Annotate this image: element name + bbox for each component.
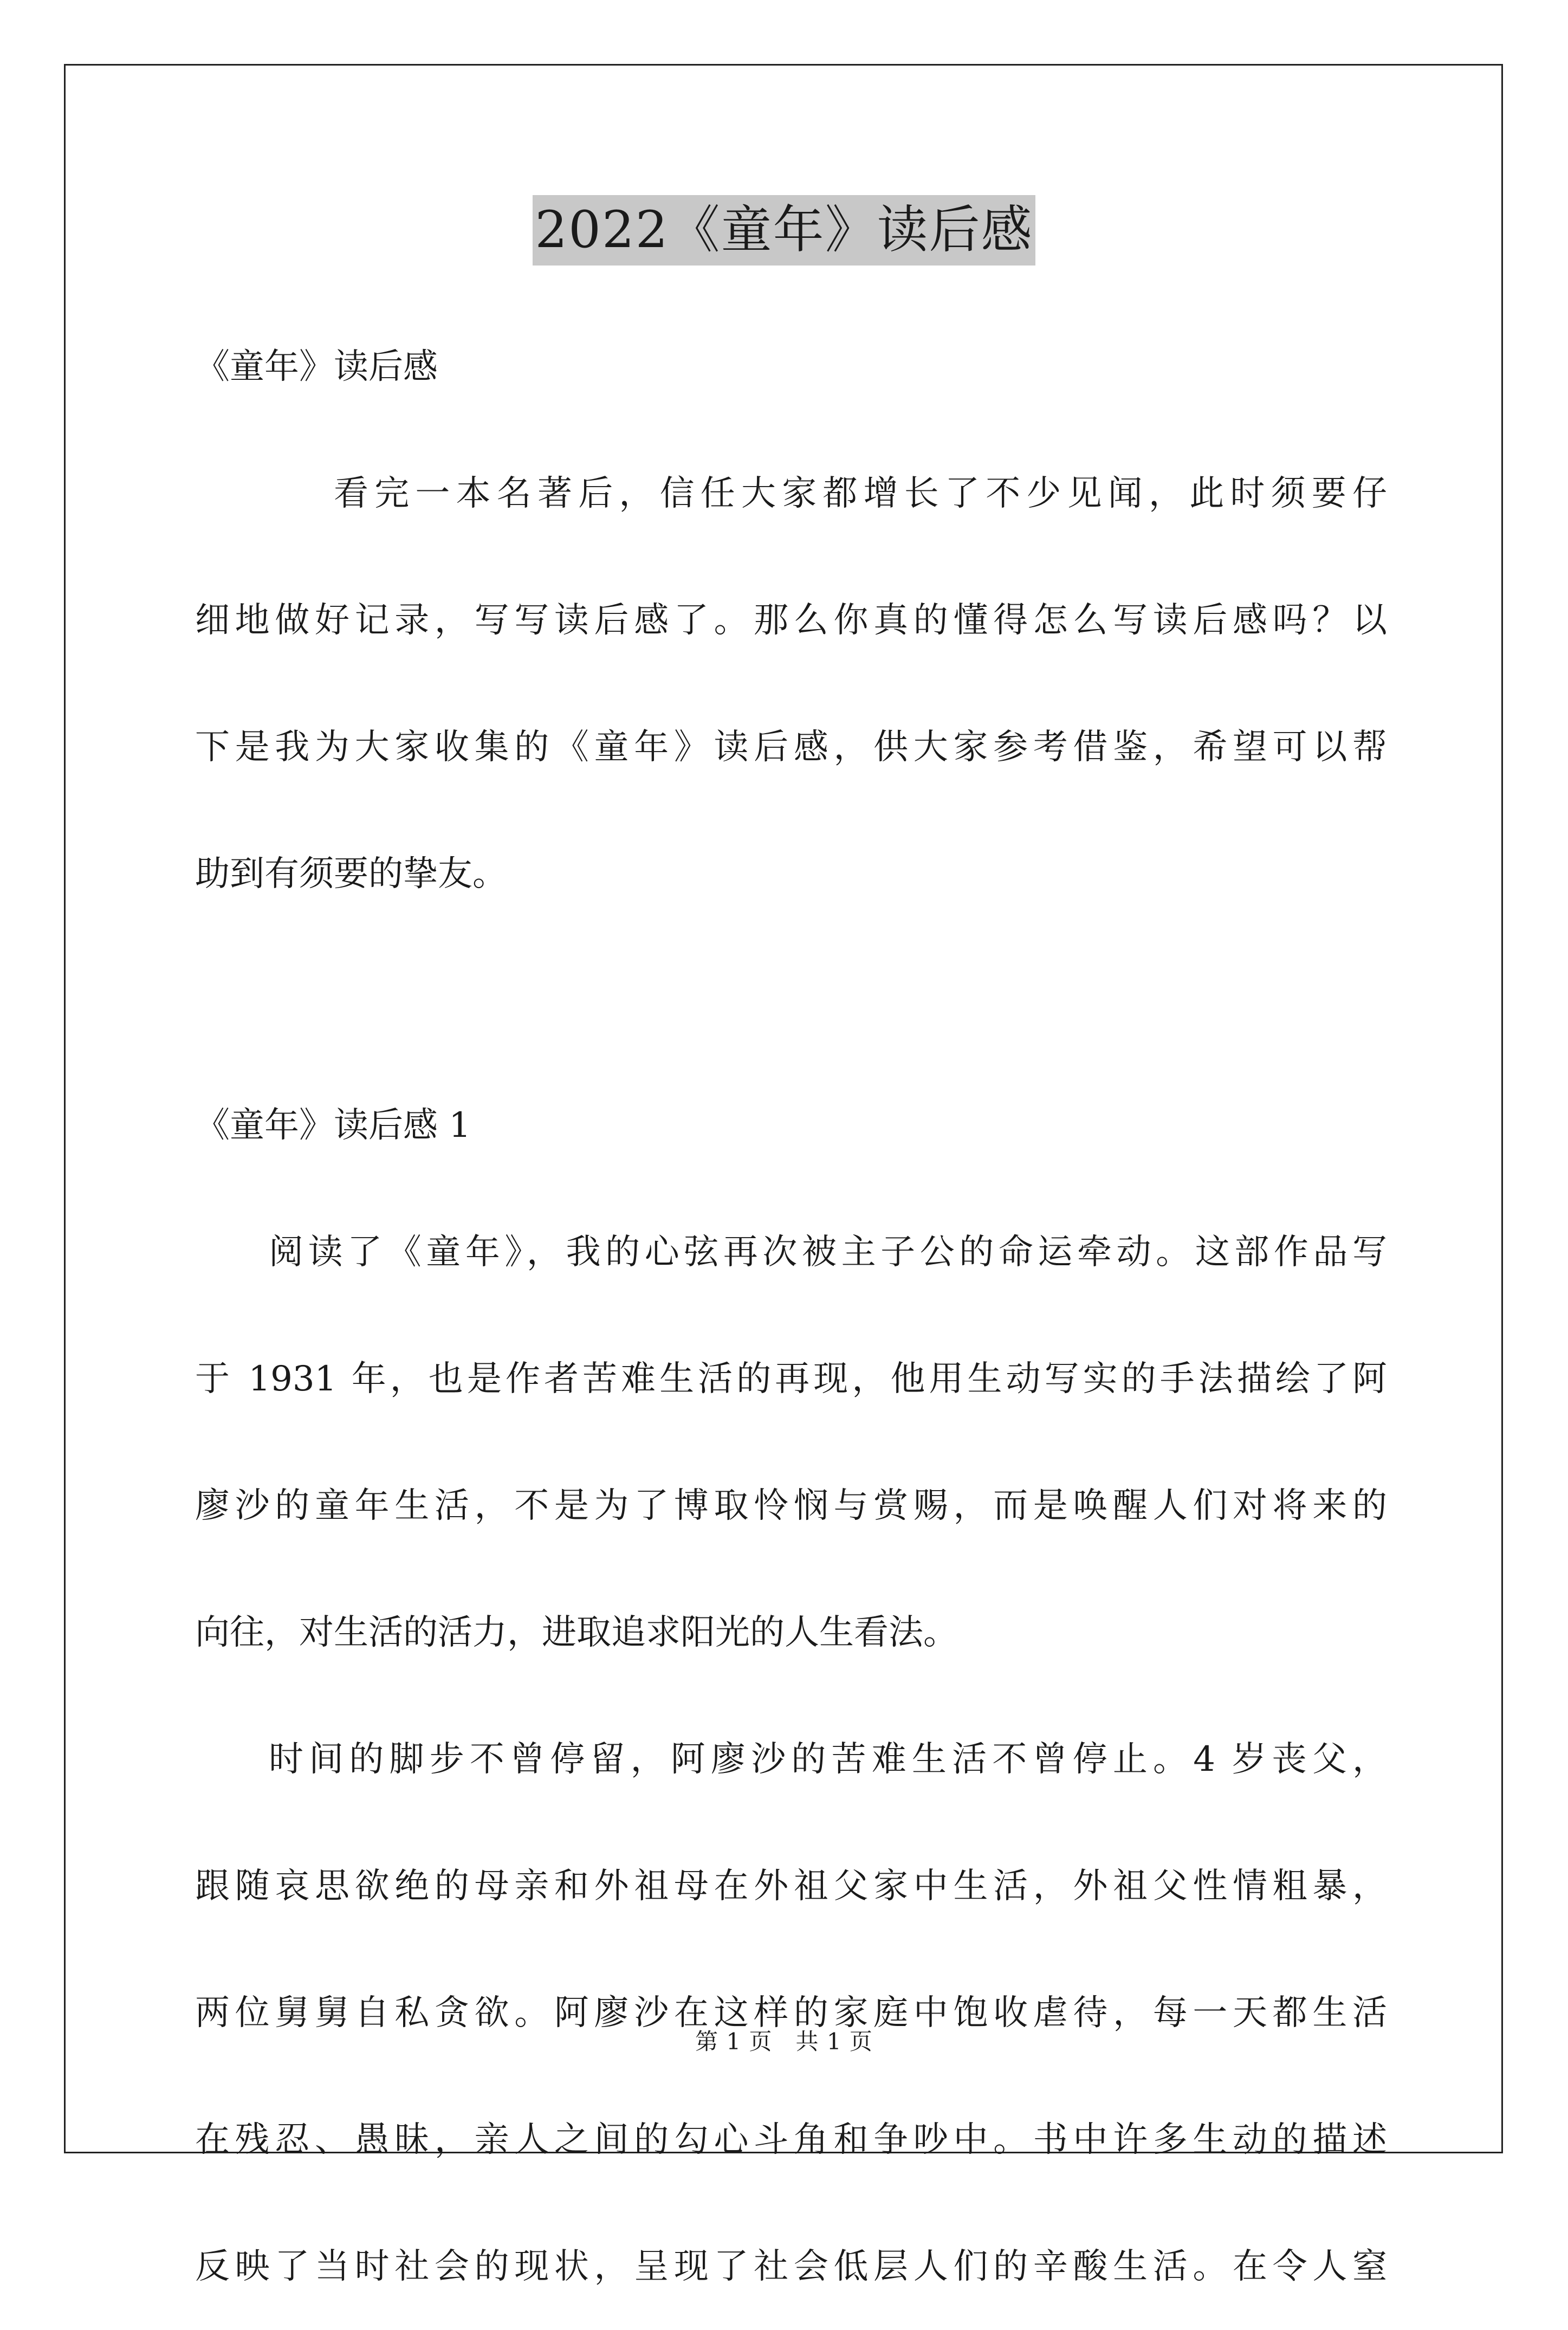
paragraph2-line-2: 跟随哀思欲绝的母亲和外祖母在外祖父家中生活，外祖父性情粗暴，	[195, 1866, 1387, 1906]
intro-line-1: 看完一本名著后，信任大家都增长了不少见闻，此时须要仔	[334, 474, 1387, 514]
section-spacer	[195, 937, 1387, 1062]
section-heading: 《童年》读后感 1	[195, 1105, 471, 1145]
paragraph2-line-1: 时间的脚步不曾停留，阿廖沙的苦难生活不曾停止。4 岁丧父，	[269, 1739, 1387, 1779]
paragraph1-line-3: 廖沙的童年生活，不是为了博取怜悯与赏赐，而是唤醒人们对将来的	[195, 1486, 1387, 1526]
intro-line-4: 助到有须要的挚友。	[195, 854, 507, 894]
paragraph2-line-3: 两位舅舅自私贪欲。阿廖沙在这样的家庭中饱收虐待，每一天都生活	[195, 1993, 1387, 2033]
paragraph2-line-5: 反映了当时社会的现状，呈现了社会低层人们的辛酸生活。在令人窒	[195, 2247, 1387, 2287]
title-container	[0, 195, 1568, 266]
paragraph2-line-4: 在残忍、愚昧，亲人之间的勾心斗角和争吵中。书中许多生动的描述	[195, 2120, 1387, 2160]
heading: 《童年》读后感	[195, 347, 438, 387]
page-footer: 第 1 页 共 1 页	[695, 2028, 873, 2055]
document-title: 2022《童年》读后感	[533, 195, 1035, 266]
paragraph1-line-1: 阅读了《童年》，我的心弦再次被主子公的命运牵动。这部作品写	[269, 1232, 1387, 1272]
intro-line-3: 下是我为大家收集的《童年》读后感，供大家参考借鉴，希望可以帮	[195, 727, 1387, 767]
paragraph1-line-2: 于 1931 年，也是作者苦难生活的再现，他用生动写实的手法描绘了阿	[195, 1359, 1387, 1399]
paragraph1-line-4: 向往，对生活的活力，进取追求阳光的人生看法。	[195, 1613, 958, 1653]
intro-line-2: 细地做好记录，写写读后感了。那么你真的懂得怎么写读后感吗？以	[195, 600, 1387, 640]
